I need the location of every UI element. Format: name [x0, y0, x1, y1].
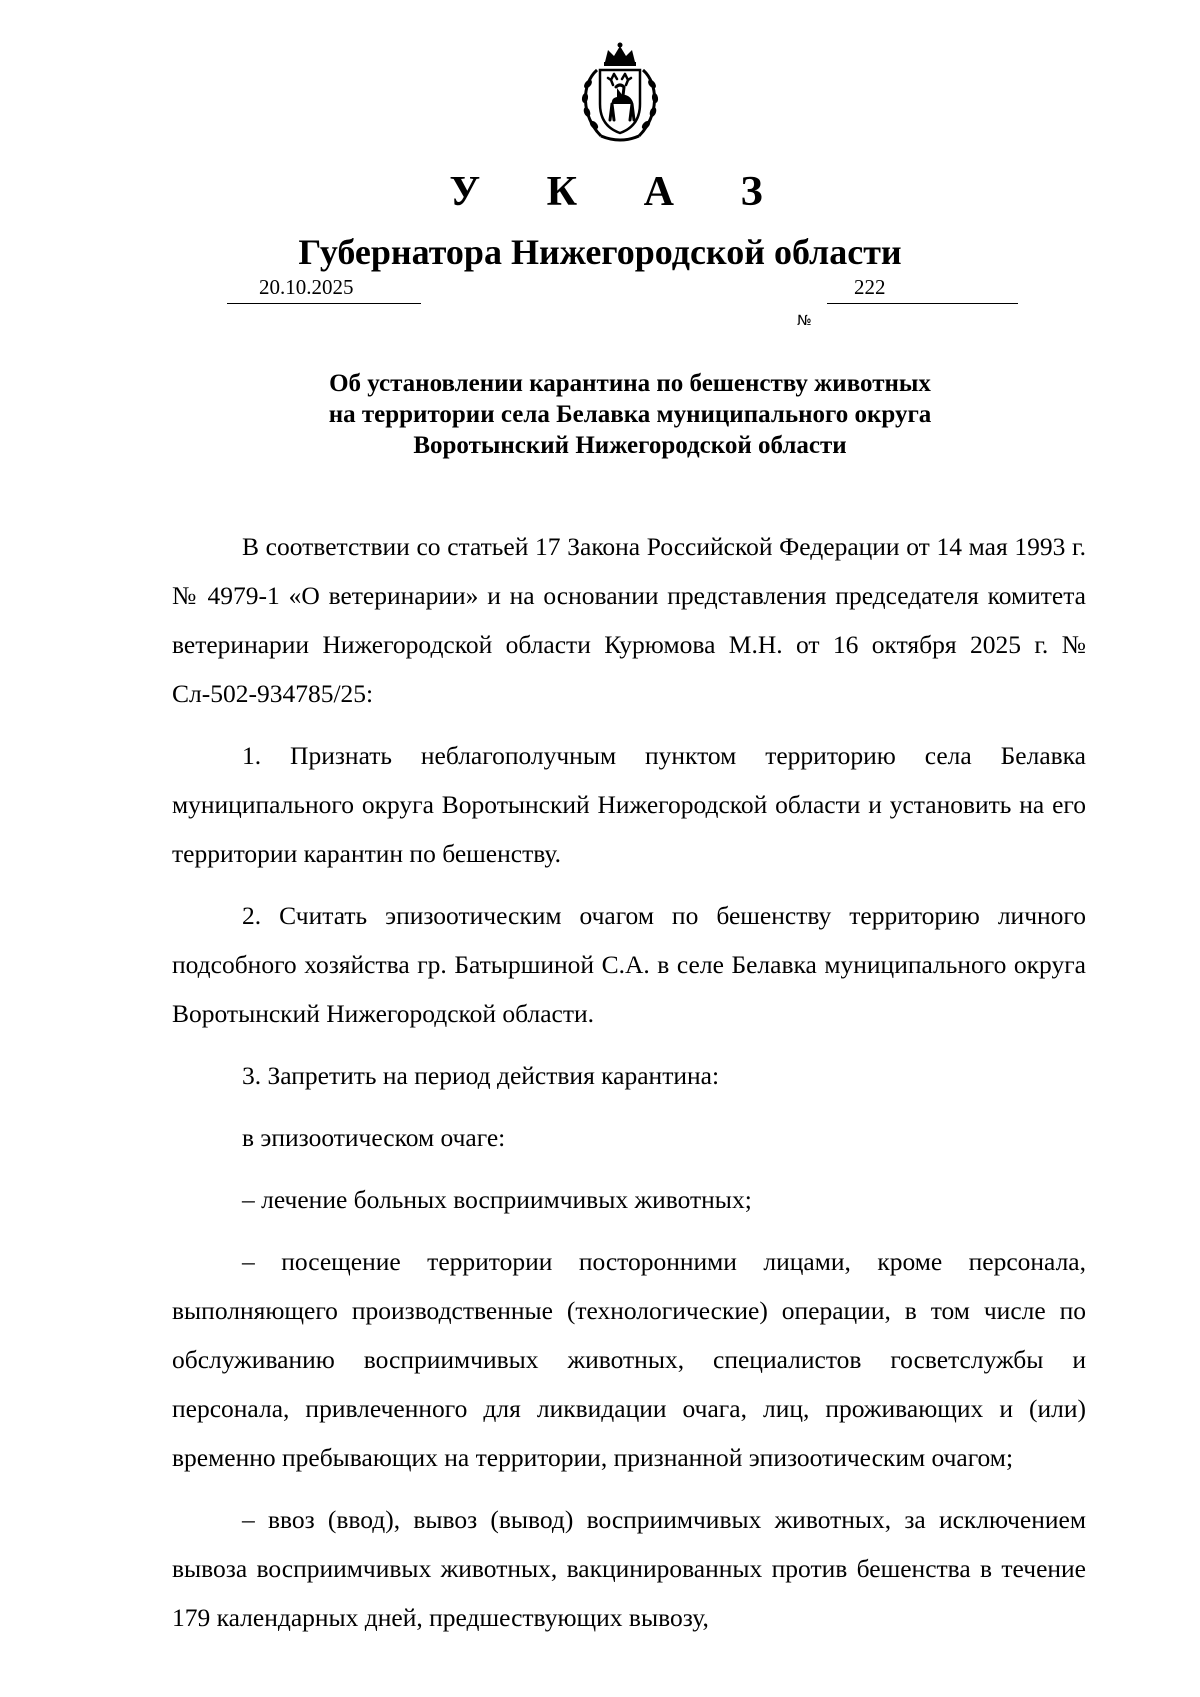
decree-date: 20.10.2025: [259, 275, 354, 299]
item-3-paragraph: 3. Запретить на период действия карантина:: [242, 1061, 720, 1090]
coat-of-arms-icon: [567, 40, 673, 146]
number-sign: №: [797, 313, 812, 329]
ban-item: – посещение территории посторонними лицами, кроме персонала, выполняющего производственные (технологические) операции, в том числе по обслуживанию восприимчивых животных, специалистов госветслужбы и персонала, привлеченного для ликвидации очага, лиц, проживающих и (или) временно пребывающих на территории, признанной эпизоотическим очагом;: [172, 1247, 1086, 1472]
item-2-paragraph: 2. Считать эпизоотическим очагом по бешенству территорию личного подсобного хозяйства гр. Батыршиной С.А. в селе Белавка муниципального округа Воротынский Нижегородской области.: [172, 901, 1086, 1028]
subject-line: на территории села Белавка муниципального округа: [328, 401, 932, 428]
item-1-paragraph: 1. Признать неблагополучным пунктом территорию села Белавка муниципального округа Воротынский Нижегородской области и установить на его территории карантин по бешенству.: [172, 741, 1086, 868]
decree-number: 222: [854, 275, 886, 299]
subject-line: Об установлении карантина по бешенству животных: [329, 370, 931, 397]
focus-heading: в эпизоотическом очаге:: [242, 1123, 506, 1152]
decree-title: У К А З: [449, 169, 791, 215]
decree-date-field: [227, 275, 421, 304]
ban-item: – лечение больных восприимчивых животных;: [242, 1185, 752, 1214]
preamble-paragraph: В соответствии со статьей 17 Закона Российской Федерации от 14 мая 1993 г. № 4979-1 «О ветеринарии» и на основании представления председателя комитета ветеринарии Нижегородской области Курюмова М.Н. от 16 октября 2025 г. № Сл-502-934785/25:: [172, 532, 1086, 708]
decree-subject: [0, 368, 1200, 461]
ban-item: – ввоз (ввод), вывоз (вывод) восприимчивых животных, за исключением вывоза восприимчивых животных, вакцинированных против бешенства в течение 179 календарных дней, предшествующих вывозу,: [172, 1505, 1086, 1632]
decree-body: [172, 522, 1086, 1642]
issuing-authority: Губернатора Нижегородской области: [298, 232, 902, 272]
decree-number-field: [827, 275, 1018, 304]
subject-line: Воротынский Нижегородской области: [413, 432, 847, 459]
